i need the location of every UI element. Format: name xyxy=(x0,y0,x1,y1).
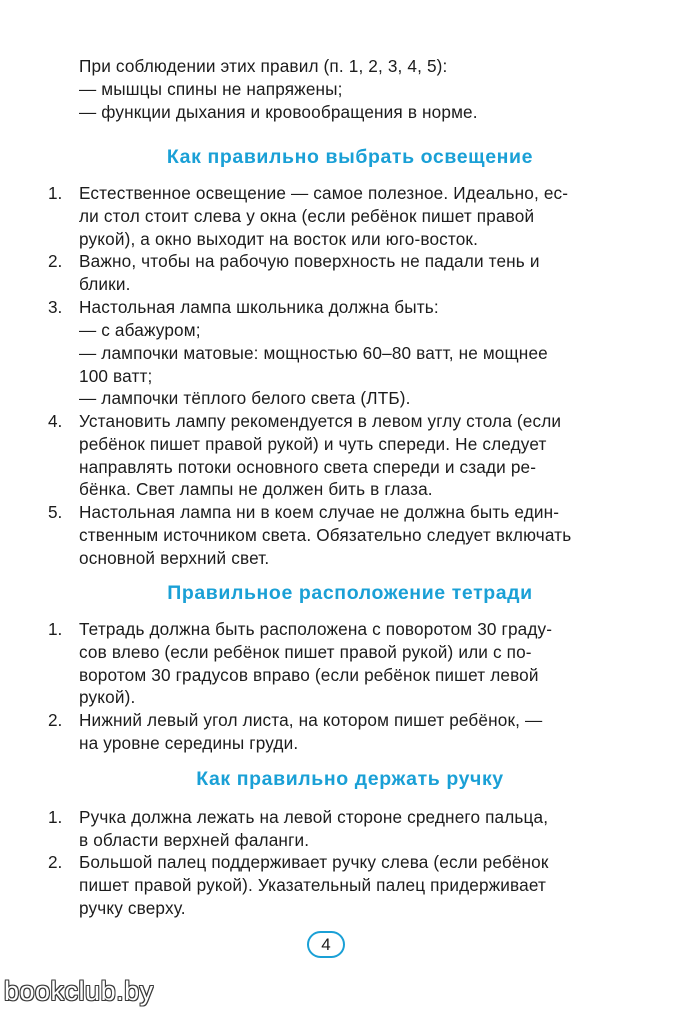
list-line: — лампочки тёплого белого света (ЛТБ). xyxy=(79,388,411,408)
list-line: ребёнок пишет правой рукой) и чуть спереди. Не следует xyxy=(79,434,547,454)
list-line: ли стол стоит слева у окна (если ребёнок пишет правой xyxy=(79,206,535,226)
list-line: Настольная лампа школьника должна быть: xyxy=(79,297,439,317)
section-heading-notebook: Правильное расположение тетради xyxy=(167,582,533,604)
list-line: на уровне середины груди. xyxy=(79,733,299,753)
list-line: — с абажуром; xyxy=(79,320,201,340)
page-number: 4 xyxy=(307,931,345,958)
list-number: 1. xyxy=(48,619,63,639)
intro-line: — функции дыхания и кровообращения в норме. xyxy=(79,102,478,122)
section-heading-lighting: Как правильно выбрать освещение xyxy=(166,146,534,168)
list-line: рукой), а окно выходит на восток или юго-восток. xyxy=(79,229,479,249)
list-line: направлять потоки основного света спереди и сзади ре- xyxy=(79,457,537,477)
list-number: 5. xyxy=(48,502,63,522)
list-line: Естественное освещение — самое полезное. Идеально, ес- xyxy=(79,183,569,203)
list-line: Нижний левый угол листа, на котором пишет ребёнок, — xyxy=(79,710,543,730)
list-line: 100 ватт; xyxy=(79,366,153,386)
list-line: блики. xyxy=(79,274,131,294)
intro-line: При соблюдении этих правил (п. 1, 2, 3, 4, 5): xyxy=(79,56,448,76)
list-number: 2. xyxy=(48,710,63,730)
list-line: воротом 30 градусов вправо (если ребёнок пишет левой xyxy=(79,665,539,685)
list-number: 1. xyxy=(48,807,63,827)
intro-line: — мышцы спины не напряжены; xyxy=(79,79,343,99)
list-line: ручку сверху. xyxy=(79,898,186,918)
list-number: 2. xyxy=(48,852,63,872)
list-line: Установить лампу рекомендуется в левом углу стола (если xyxy=(79,411,562,431)
list-number: 2. xyxy=(48,251,63,271)
list-line: основной верхний свет. xyxy=(79,548,270,568)
list-number: 3. xyxy=(48,297,63,317)
list-line: Важно, чтобы на рабочую поверхность не падали тень и xyxy=(79,251,540,271)
list-line: ственным источником света. Обязательно следует включать xyxy=(79,525,572,545)
list-line: — лампочки матовые: мощностью 60–80 ватт, не мощнее xyxy=(79,343,548,363)
watermark: bookclub.by xyxy=(4,976,154,1006)
list-line: Большой палец поддерживает ручку слева (если ребёнок xyxy=(79,852,549,872)
list-number: 1. xyxy=(48,183,63,203)
list-line: рукой). xyxy=(79,687,136,707)
section-heading-pen: Как правильно держать ручку xyxy=(196,768,504,790)
list-line: сов влево (если ребёнок пишет правой рукой) или с по- xyxy=(79,642,532,662)
list-line: Тетрадь должна быть расположена с поворотом 30 граду- xyxy=(79,619,553,639)
list-line: в области верхней фаланги. xyxy=(79,830,310,850)
list-line: Ручка должна лежать на левой стороне среднего пальца, xyxy=(79,807,549,827)
list-line: бёнка. Свет лампы не должен бить в глаза. xyxy=(79,479,433,499)
list-line: пишет правой рукой). Указательный палец придерживает xyxy=(79,875,547,895)
list-line: Настольная лампа ни в коем случае не должна быть един- xyxy=(79,502,560,522)
list-number: 4. xyxy=(48,411,63,431)
